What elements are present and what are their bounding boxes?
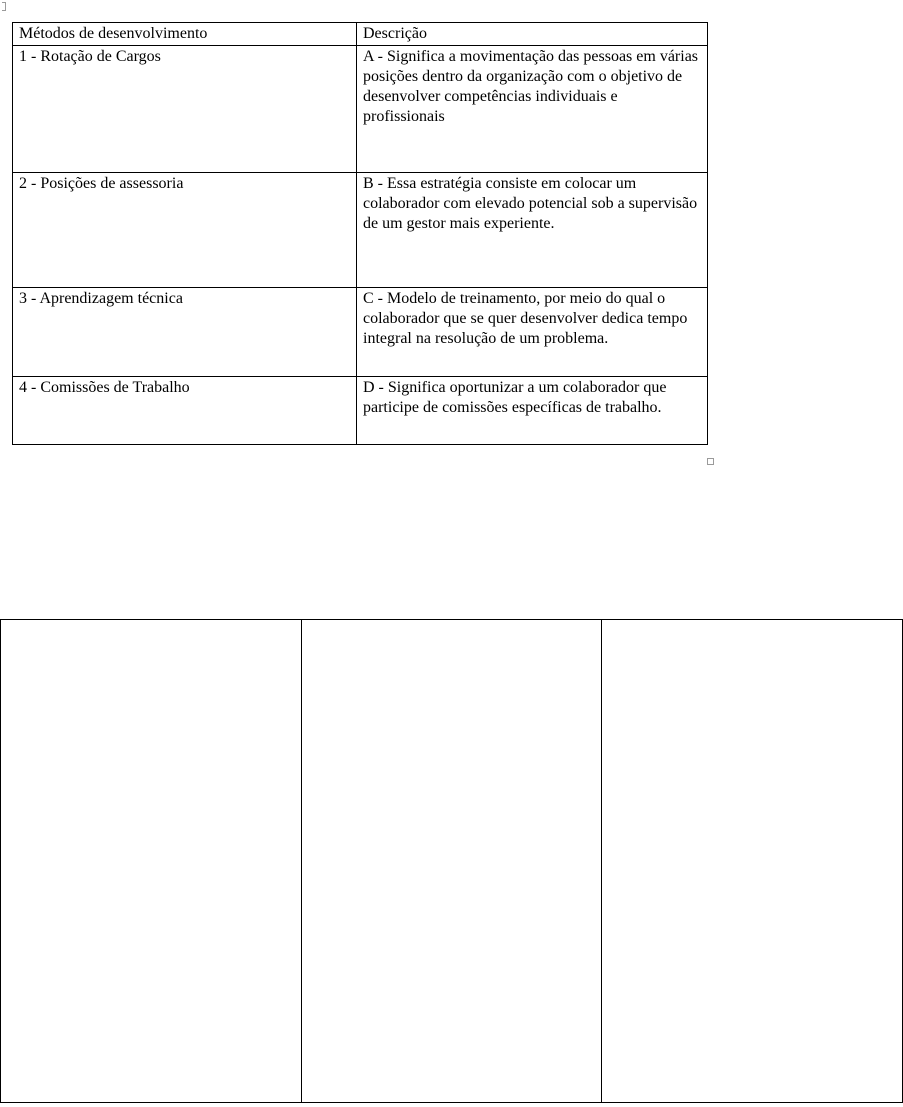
method-cell[interactable]: 3 - Aprendizagem técnica <box>13 288 357 377</box>
table-resize-handle[interactable] <box>707 458 714 465</box>
description-cell[interactable]: A - Significa a movimentação das pessoas em várias posições dentro da organização com o objetivo de desenvolver competências individuais e profissionais <box>357 46 708 173</box>
empty-grid-table <box>0 619 903 1103</box>
table-row <box>13 377 708 445</box>
table-row <box>13 288 708 377</box>
empty-grid-cell-1[interactable] <box>1 620 302 1103</box>
methods-table <box>12 22 708 445</box>
method-cell[interactable]: 4 - Comissões de Trabalho <box>13 377 357 445</box>
method-cell[interactable]: 1 - Rotação de Cargos <box>13 46 357 173</box>
table-row <box>13 46 708 173</box>
empty-grid-cell-3[interactable] <box>602 620 903 1103</box>
description-cell[interactable]: B - Essa estratégia consiste em colocar um colaborador com elevado potencial sob a supervisão de um gestor mais experiente. <box>357 173 708 288</box>
description-cell[interactable]: C - Modelo de treinamento, por meio do qual o colaborador que se quer desenvolver dedica tempo integral na resolução de um problema. <box>357 288 708 377</box>
description-cell[interactable]: D - Significa oportunizar a um colaborador que participe de comissões específicas de trabalho. <box>357 377 708 445</box>
table-header-row <box>13 23 708 46</box>
method-cell[interactable]: 2 - Posições de assessoria <box>13 173 357 288</box>
table-row <box>13 173 708 288</box>
header-description[interactable]: Descrição <box>357 23 708 46</box>
table-anchor-icon[interactable] <box>2 2 6 11</box>
header-methods[interactable]: Métodos de desenvolvimento <box>13 23 357 46</box>
empty-grid-cell-2[interactable] <box>301 620 602 1103</box>
empty-grid-row <box>1 620 903 1103</box>
